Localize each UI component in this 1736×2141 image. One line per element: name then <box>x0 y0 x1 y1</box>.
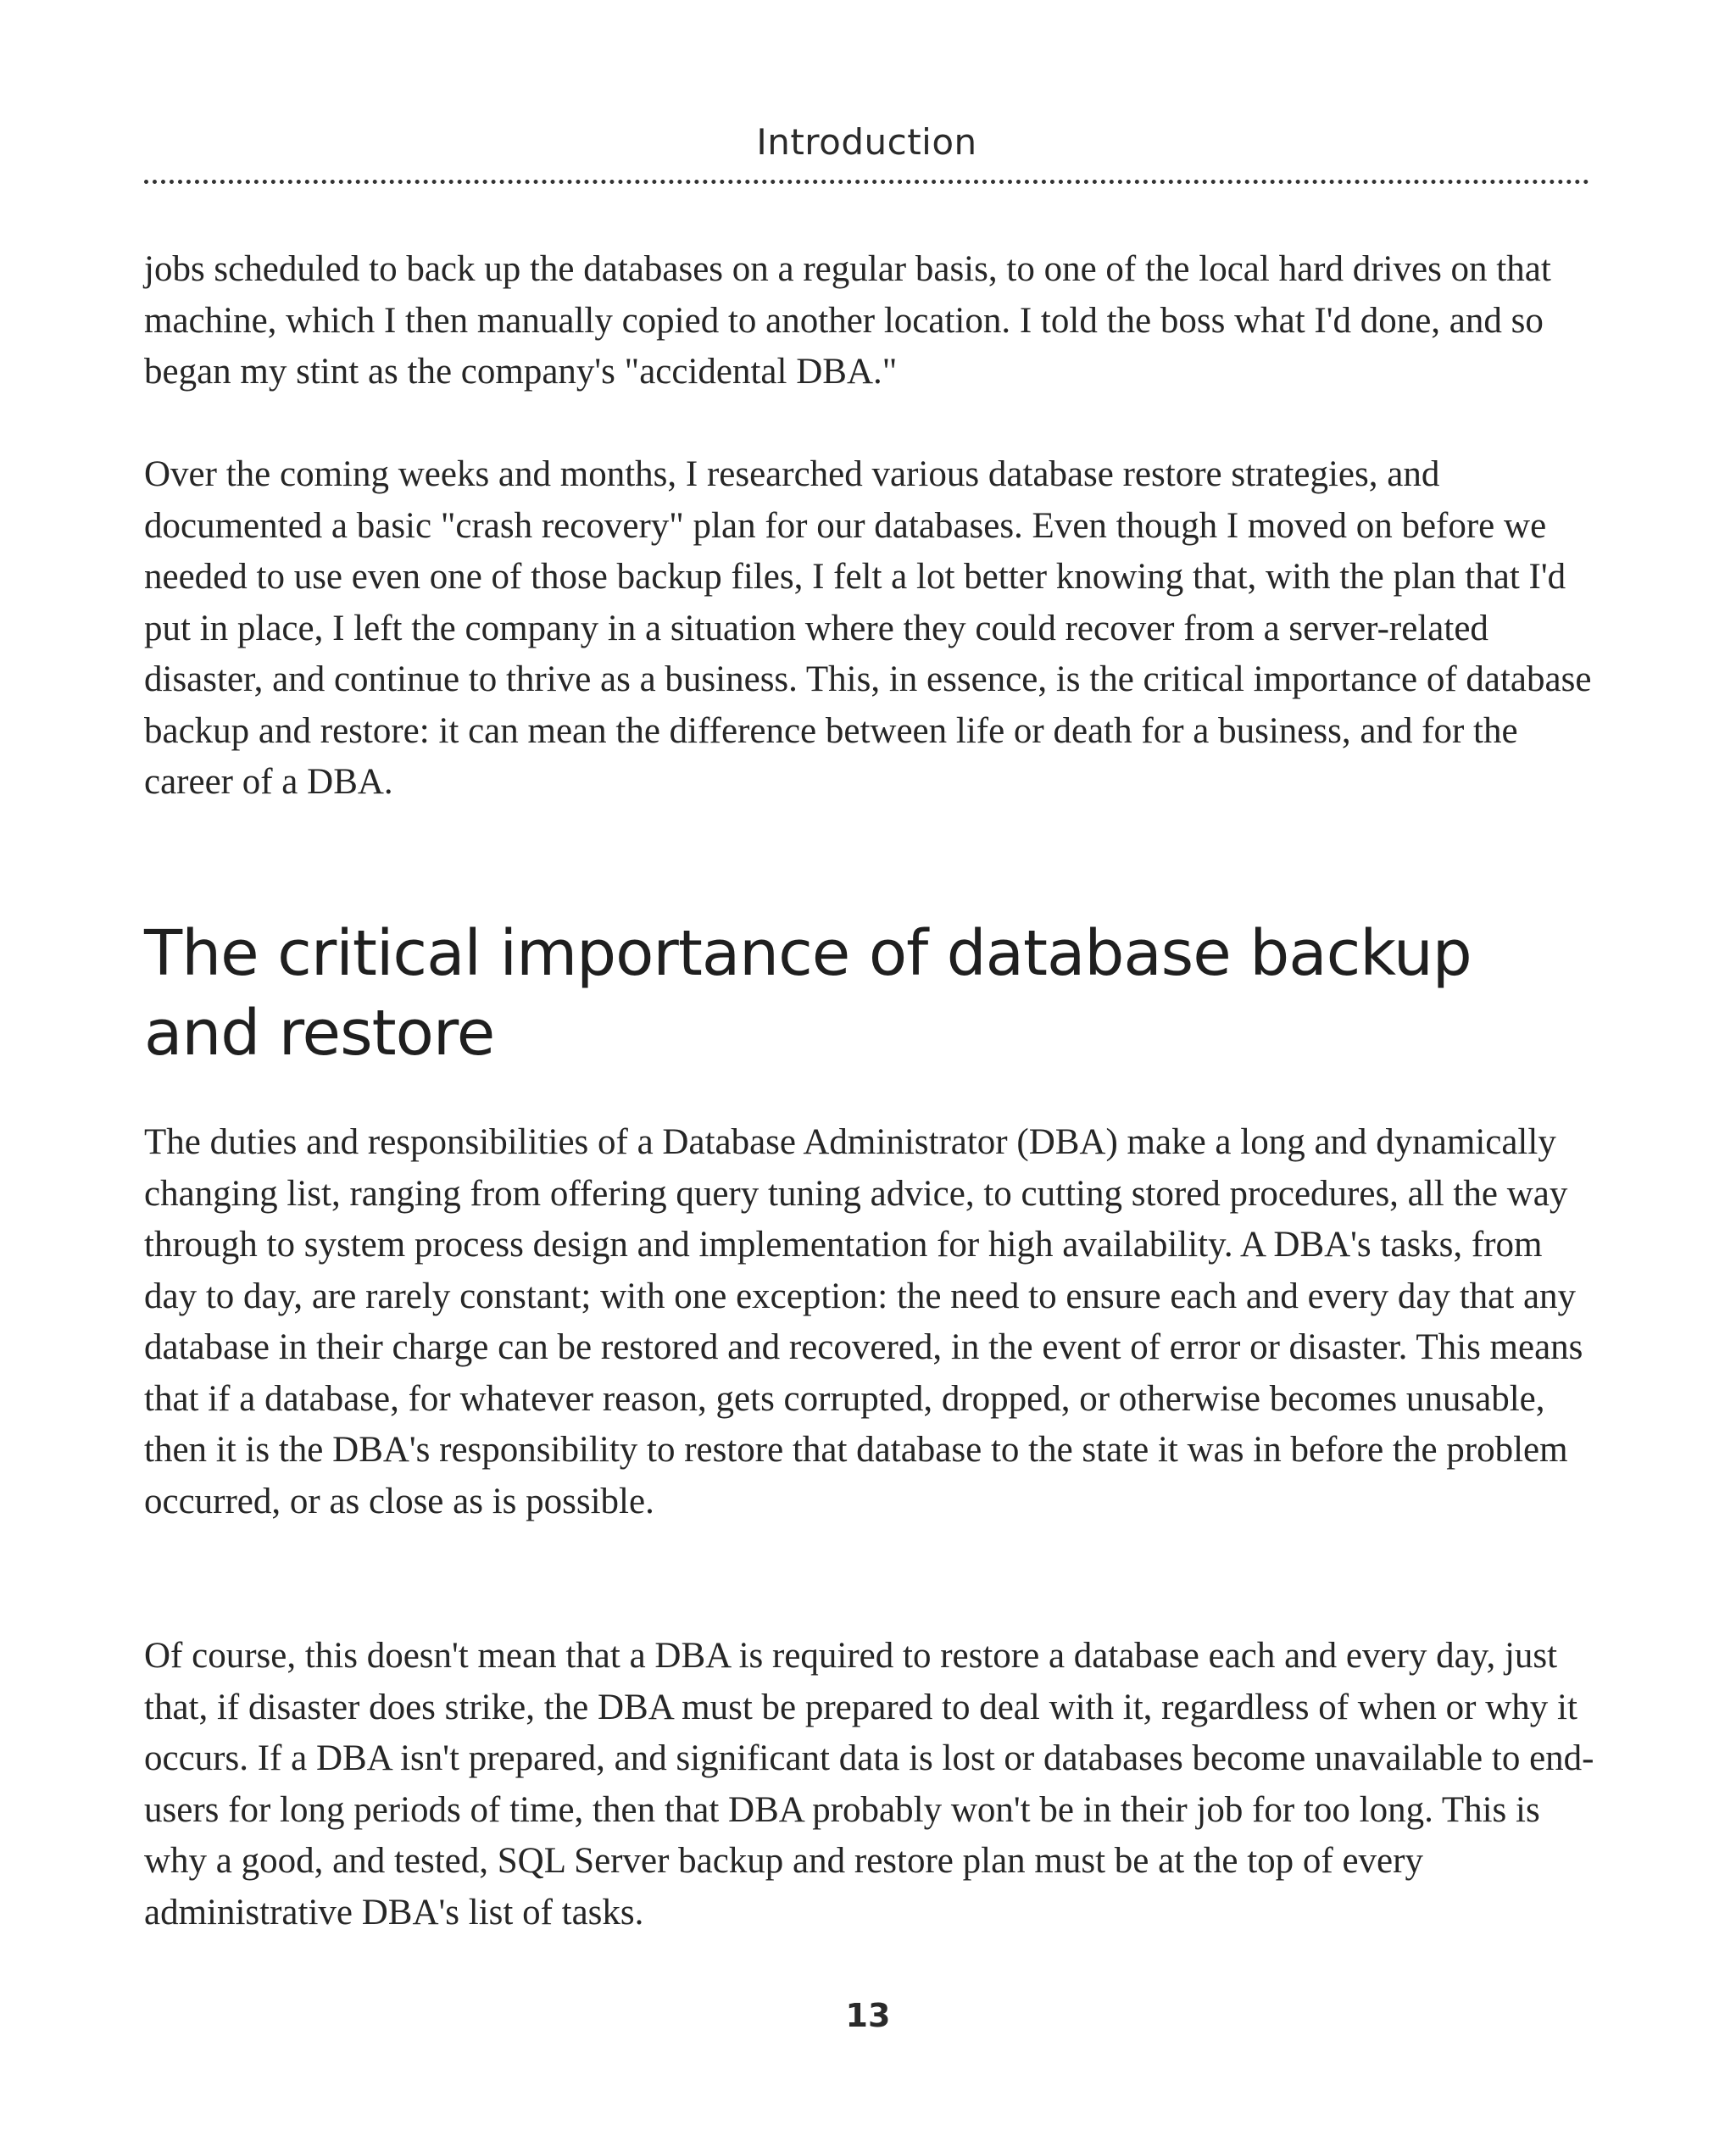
body-paragraph-4 <box>144 1631 1602 1989</box>
paragraph-text: The duties and responsibilities of a Database Administrator (DBA) make a long and dynamically changing list, ranging from offering query tuning advice, to cutting stored procedures, all the way through to system process design and implementation for high availability. A DBA's tasks, from day to day, are rarely constant; with one exception: the need to ensure each and every day that any database in their charge can be restored and recovered, in the event of error or disaster. This means that if a database, for whatever reason, gets corrupted, dropped, or otherwise becomes unusable, then it is the DBA's responsibility to restore that database to the state it was in before the problem occurred, or as close as is possible. <box>144 1122 1583 1521</box>
body-paragraph-3 <box>144 1117 1602 1578</box>
paragraph-text: jobs scheduled to back up the databases on a regular basis, to one of the local hard drives on that machine, which I then manually copied to another location. I told the boss what I'd done, and so began my stint as the company's "accidental DBA." <box>144 249 1551 392</box>
body-paragraph-1 <box>144 244 1602 449</box>
page-header <box>144 117 1589 184</box>
body-paragraph-2 <box>144 449 1602 859</box>
paragraph-text: Over the coming weeks and months, I researched various database restore strategies, and documented a basic "crash recovery" plan for our databases. Even though I moved on before we needed to use even one of those backup files, I felt a lot better knowing that, with the plan that I'd put in place, I left the company in a situation where they could recover from a server-related disaster, and continue to thrive as a business. This, in essence, is the critical importance of database backup and restore: it can mean the difference between life or death for a business, and for the career of a DBA. <box>144 454 1592 802</box>
paragraph-text: Of course, this doesn't mean that a DBA is required to restore a database each and every day, just that, if disaster does strike, the DBA must be prepared to deal with it, regardless of when or why it occurs. If a DBA isn't prepared, and significant data is lost or databases become unavailable to end-users for long periods of time, then that DBA probably won't be in their job for too long. This is why a good, and tested, SQL Server backup and restore plan must be at the top of every administrative DBA's list of tasks. <box>144 1636 1594 1932</box>
section-heading: The critical importance of database backup and restore <box>144 917 1472 1070</box>
running-head-title: Introduction <box>756 121 977 163</box>
page-number: 13 <box>845 1997 891 2034</box>
header-dotted-rule <box>144 180 1589 184</box>
